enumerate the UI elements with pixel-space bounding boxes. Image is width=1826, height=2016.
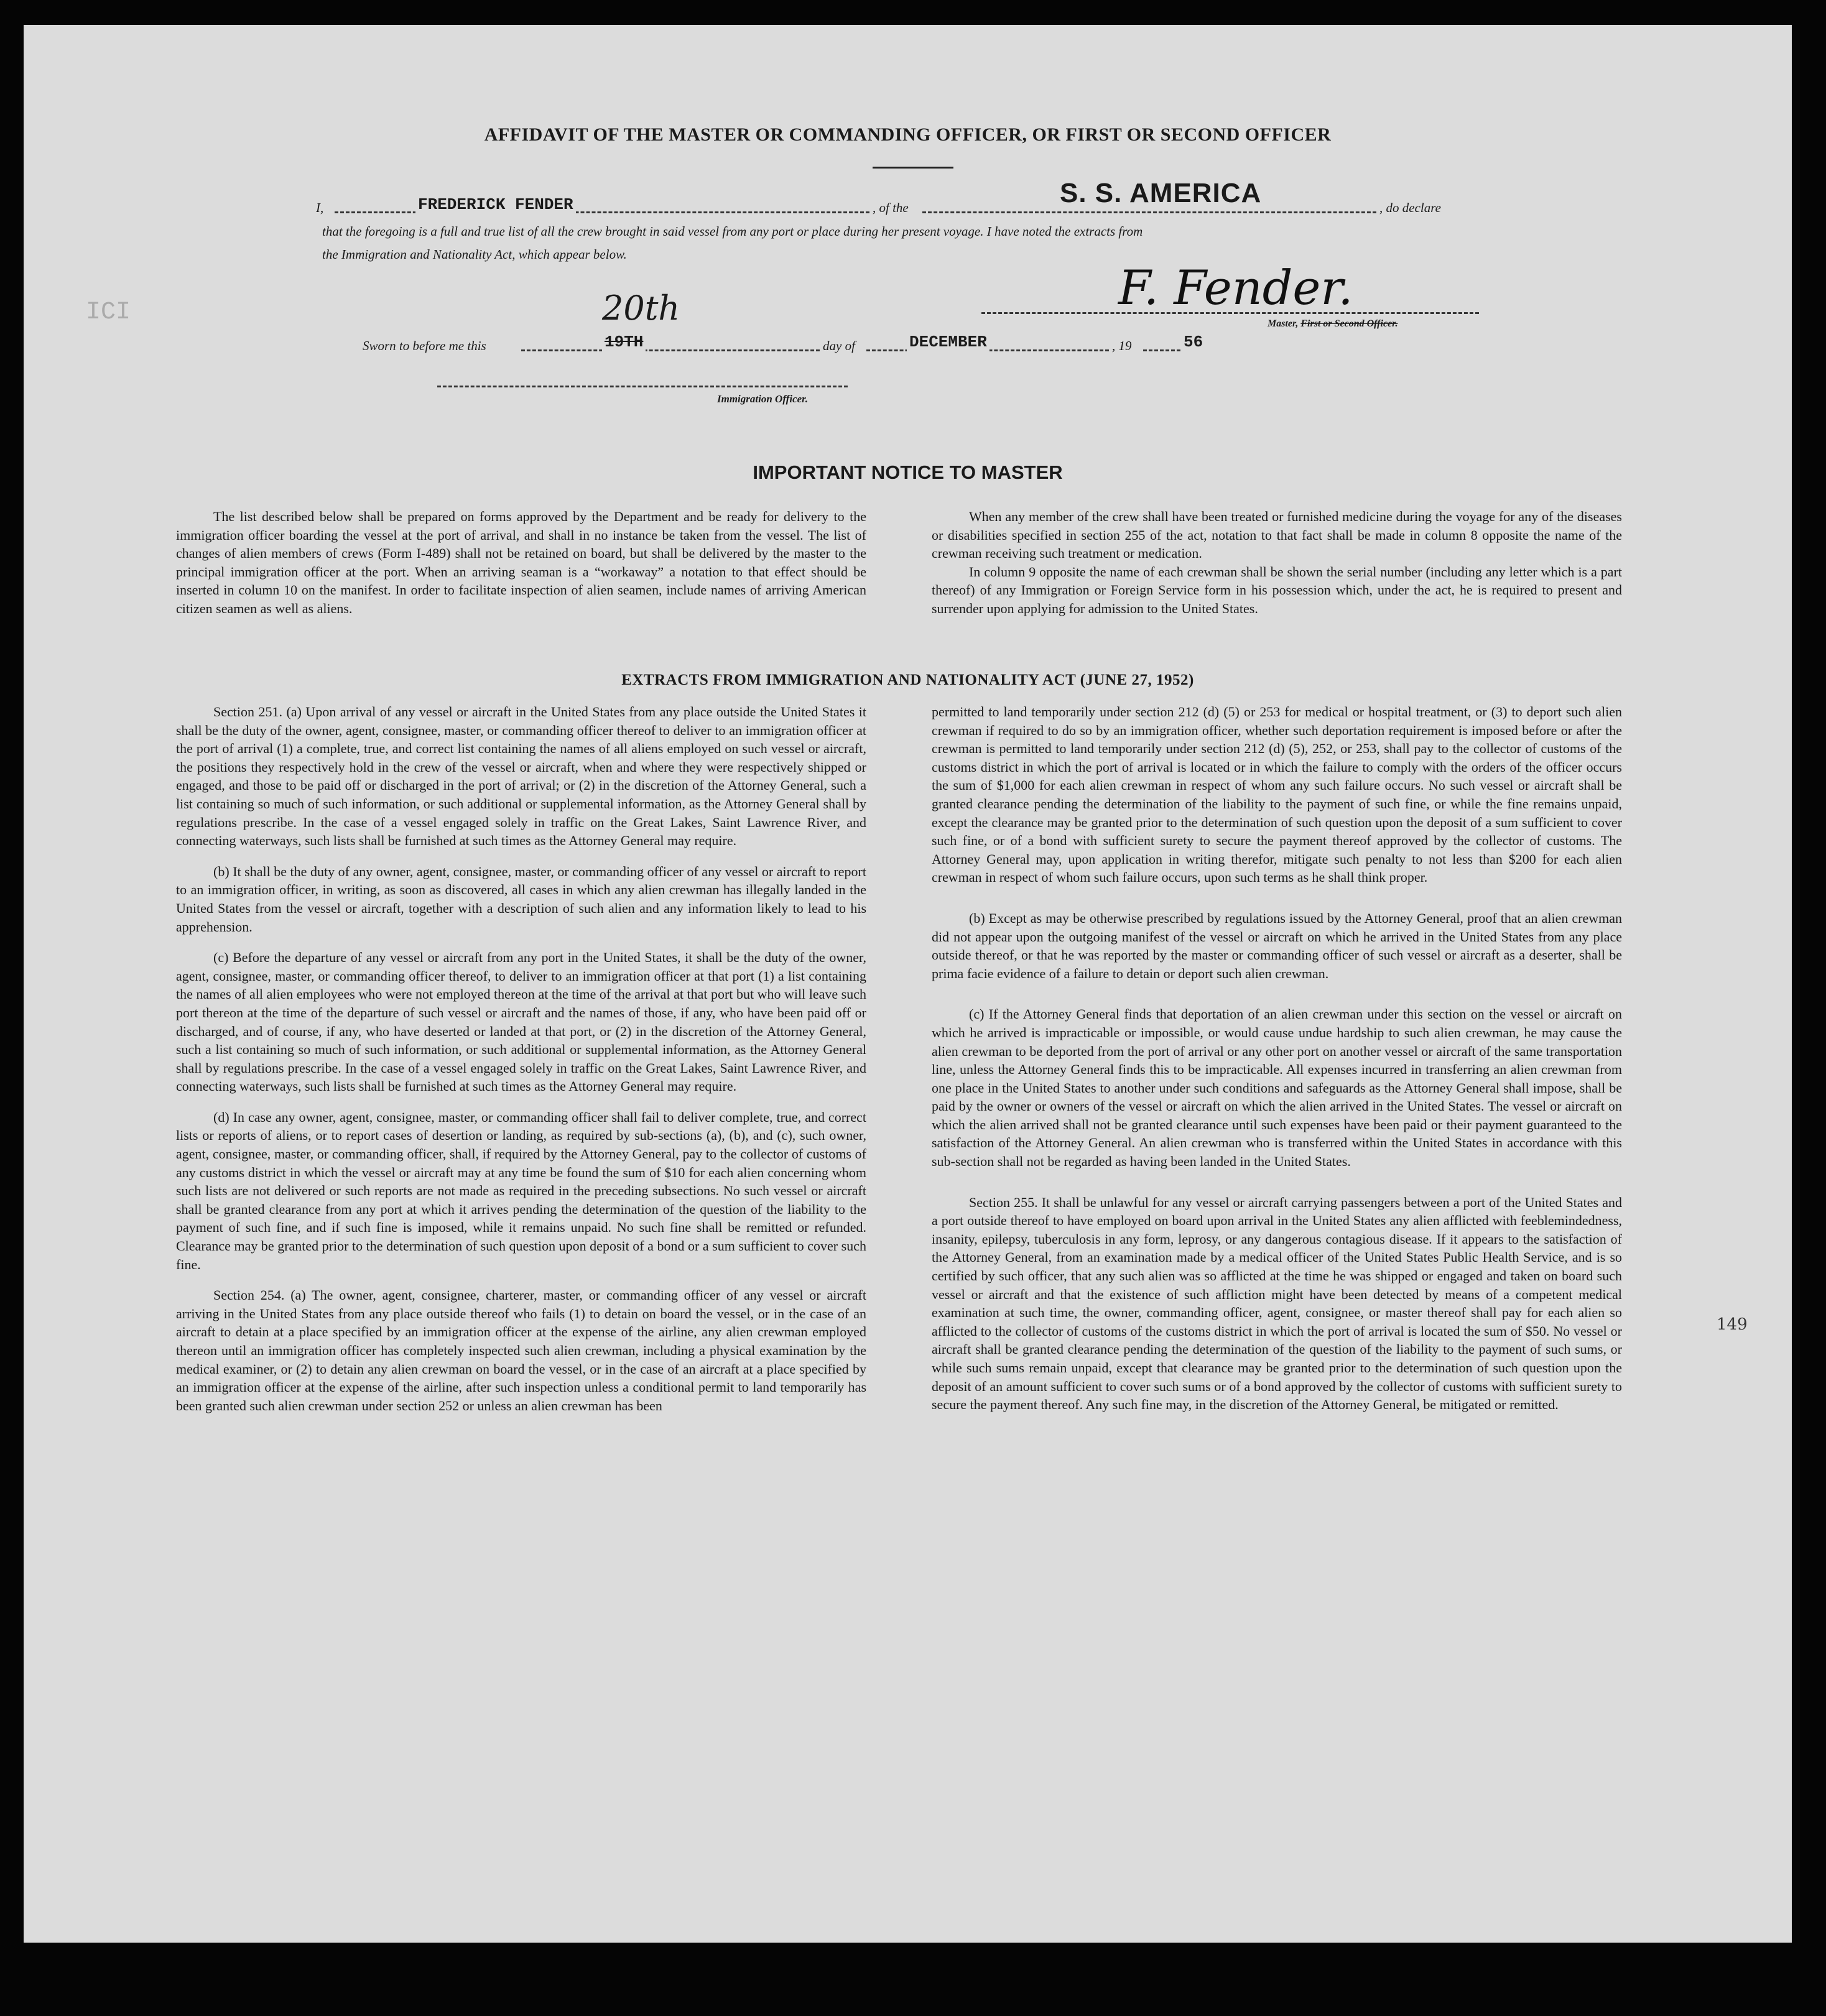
declaration-line-1: that the foregoing is a full and true list of all the crew brought in said vessel from any port or place during her present voyage. I have noted the extracts from — [322, 224, 1143, 239]
master-signature: F. Fender. — [1118, 260, 1353, 315]
notice-right-column — [932, 507, 1622, 631]
day-of-label: day of — [823, 338, 855, 353]
section-255: Section 255. It shall be unlawful for any vessel or aircraft carrying passengers between a port of the United States and a port outside thereof to have employed on board upon arrival in the United States any alien afflicted with feeblemindedness, insanity, epilepsy, tuberculosis in any form, leprosy, or any dangerous contagious disease. If it appears to the satisfaction of the Attorney General, from an examination made by a medical officer of the United States Public Health Service, and is so certified by such officer, that any such alien was so afflicted at the time he was shipped or engaged and taken on board such vessel or aircraft and that the existence of such affliction might have been detected by means of a competent medical examination at such time, the owner, commanding officer, agent, consignee, or master thereof shall pay for each alien so afflicted to the collector of customs of the customs district in which the port of arrival is located the sum of $50. No vessel or aircraft shall be granted clearance pending the determination of the question of the liability to the payment of such sums, or while such sums remain unpaid, except that clearance may be granted prior to the determination of such question upon the deposit of an amount sufficient to cover such sums or of a bond approved by the collector of customs with sufficient surety to secure the payment thereof. Any such fine may, in the discretion of the Attorney General, be mitigated or remitted. — [932, 1194, 1622, 1413]
master-title — [1268, 318, 1398, 330]
day-blank — [521, 349, 820, 351]
master-struck-label: First or Second Officer. — [1300, 318, 1398, 329]
margin-number-right: 149 — [1717, 1315, 1748, 1334]
master-name: FREDERICK FENDER — [415, 195, 576, 214]
section-251-a: Section 251. (a) Upon arrival of any vessel or aircraft in the United States from any place outside the United States it shall be the duty of the owner, agent, consignee, master, or commanding officer thereof to deliver to an immigration officer at the port of arrival (1) a complete, true, and correct list containing the names of all aliens employed on such vessel or aircraft, the positions they respectively hold in the crew of the vessel or aircraft, when and where they were respectively shipped or engaged, and those to be paid off or discharged in the port of arrival; or (2) in the discretion of the Attorney General, such a list containing so much of such information, or such additional or supplemental information, as the Attorney General shall by regulations prescribe. In the case of a vessel engaged solely in traffic on the Great Lakes, Saint Lawrence River, and connecting waterways, such lists shall be furnished at such times as the Attorney General may require. — [176, 704, 866, 849]
extracts-left-column — [176, 703, 866, 1427]
day-typed-struck: 19TH — [602, 333, 646, 351]
document-page — [24, 25, 1792, 1943]
vessel-name: S. S. AMERICA — [1056, 178, 1265, 209]
notice-right-paragraph-1: When any member of the crew shall have been treated or furnished medicine during the voyage for any of the diseases or disabilities specified in section 255 of the act, notation to that fact shall be made in column 8 opposite the name of the crewman receiving such treatment or medication. — [932, 509, 1622, 562]
declaration-line-2: the Immigration and Nationality Act, which appear below. — [322, 247, 627, 262]
day-handwritten: 20th — [602, 289, 680, 328]
section-254-a-continued: permitted to land temporarily under section 212 (d) (5) or 253 for medical or hospital treatment, or (3) to deport such alien crewman if required to do so by an immigration officer, whether such deportation requirement is imposed before or after the crewman is permitted to land temporarily under section 212 (d) (5), 252, or 253, shall pay to the collector of customs of the customs district in which the port of arrival is located or in which the failure to comply with the orders of the officer occurs the sum of $1,000 for each alien crewman in respect of whom any such failure occurs. No such vessel or aircraft shall be granted clearance pending the determination of the liability to the payment of such fine, or while the fine remains unpaid, except the clearance may be granted prior to the determination of such question upon the deposit of a sum sufficient to cover such fine, or of a bond with sufficient surety to secure the payment thereof approved by the collector of customs. The Attorney General may, upon application in writing therefor, mitigate such penalty to not less than $200 for each alien crewman in respect of whom such failure occurs, upon such terms as he shall think proper. — [932, 704, 1622, 885]
i-label: I, — [316, 200, 324, 215]
title-rule — [873, 167, 953, 169]
extracts-right-column — [932, 703, 1622, 1426]
section-254-a: Section 254. (a) The owner, agent, consignee, charterer, master, or commanding officer of any vessel or aircraft arriving in the United States from any place outside thereof who fails (1) to detain on board the vessel, or in the case of an aircraft to detain at a place specified by an immigration officer at the expense of the airline, any alien crewman employed thereon until an immigration officer has completely inspected such alien crewman, including a physical examination by the medical examiner, or (2) to detain any alien crewman on board the vessel, or in the case of an aircraft at a place specified by an immigration officer at the expense of the airline, after such inspection unless a conditional permit to land temporarily has been granted such alien crewman under section 252 or unless an alien crewman has been — [176, 1287, 866, 1413]
notice-left-paragraph: The list described below shall be prepared on forms approved by the Department and be ready for delivery to the immigration officer boarding the vessel at the port of arrival, and shall in no instance be taken from the vessel. The list of changes of alien members of crews (Form I-489) shall not be retained on board, but shall be delivered by the master to the principal immigration officer at the port. When an arriving seaman is a “workaway” a notation to that effect should be inserted in column 10 on the manifest. In order to facilitate inspection of alien seamen, include names of arriving American citizen seamen as well as aliens. — [176, 509, 866, 616]
notice-title: IMPORTANT NOTICE TO MASTER — [753, 461, 1063, 483]
year-blank — [1143, 349, 1180, 351]
section-251-d: (d) In case any owner, agent, consignee, master, or commanding officer shall fail to deliver complete, true, and correct lists or reports of aliens, or to report cases of desertion or landing, as required by sub-sections (a), (b), and (c), such owner, agent, consignee, master, or commanding officer, shall, if required by the Attorney General, pay to the collector of customs of any customs district in which the vessel or aircraft may at any time be found the sum of $10 for each alien concerning whom such lists are not delivered or such reports are not made as required in the preceding subsections. No such vessel or aircraft shall be granted clearance from any port at which it arrives pending the determination of the question of the liability to the payment of such fine, and if such fine is imposed, while it remains unpaid. No such fine shall be remitted or refunded. Clearance may be granted prior to the determination of such question upon deposit of a bond or a sum sufficient to cover such fine. — [176, 1109, 866, 1272]
section-254-c: (c) If the Attorney General finds that deportation of an alien crewman under this section on the vessel or aircraft on which he arrived is impracticable or impossible, or would cause undue hardship to such alien crewman, he may cause the alien crewman to be deported from the port of arrival or any other port on another vessel or aircraft of the same transportation line, unless the Attorney General finds this to be impracticable. All expenses incurred in transferring an alien crewman from one place in the United States to another under such conditions and safeguards as the Attorney General shall impose, shall be paid by the owner or owners of the vessel or aircraft on which the alien arrived in the United States. The vessel or aircraft on which the alien arrived shall not be granted clearance until such expenses have been paid or their payment guaranteed to the satisfaction of the Attorney General. An alien crewman who is transferred within the United States in accordance with this sub-section shall not be regarded as having been landed in the United States. — [932, 1006, 1622, 1170]
year-suffix: 56 — [1184, 333, 1203, 351]
section-251-b: (b) It shall be the duty of any owner, agent, consignee, master, or commanding officer of any vessel or aircraft to report to an immigration officer, in writing, as soon as discovered, all cases in which any alien crewman has illegally landed in the United States from the vessel or aircraft, together with a description of such alien and any information likely to lead to his apprehension. — [176, 863, 866, 935]
notice-left-column — [176, 507, 866, 631]
notice-right-paragraph-2: In column 9 opposite the name of each crewman shall be shown the serial number (including any letter which is a part thereof) of any Immigration or Foreign Service form in his possession which, under the act, he is required to present and surrender upon applying for admission to the United States. — [932, 563, 1622, 616]
of-the-label: , of the — [873, 200, 909, 215]
do-declare-label: , do declare — [1379, 200, 1441, 215]
immigration-officer-line — [437, 386, 848, 387]
master-label: Master, — [1268, 318, 1299, 329]
affidavit-title: AFFIDAVIT OF THE MASTER OR COMMANDING OFFICER, OR FIRST OR SECOND OFFICER — [484, 124, 1332, 145]
immigration-officer-label: Immigration Officer. — [717, 393, 809, 405]
sworn-label: Sworn to before me this — [363, 338, 486, 353]
margin-mark-left: ICI — [86, 298, 131, 326]
section-254-b: (b) Except as may be otherwise prescribed by regulations issued by the Attorney General, proof that an alien crewman did not appear upon the outgoing manifest of the vessel or aircraft on which he arrived in the United States from any place outside thereof, or that he was reported by the master or commanding officer of such vessel or aircraft as a deserter, shall be prima facie evidence of a failure to detain or deport such alien crewman. — [932, 910, 1622, 981]
section-251-c: (c) Before the departure of any vessel or aircraft from any port in the United States, it shall be the duty of the owner, agent, consignee, master, or commanding officer thereof, to deliver to an immigration officer at that port (1) a list containing the names of all alien employees who were not employed thereon at the time of the arrival at that port but who will leave such port thereon at the time of the departure of such vessel or aircraft and the names of those, if any, who have been paid off or discharged, and of course, if any, who have deserted or landed at that port, or (2) in the discretion of the Attorney General, such a list containing so much of such information, or such additional or supplemental information, as the Attorney General shall by regulations prescribe. In the case of a vessel engaged solely in traffic on the Great Lakes, Saint Lawrence River, and connecting waterways, such lists shall be furnished at such times as the Attorney General may require. — [176, 950, 866, 1094]
year-prefix: , 19 — [1112, 338, 1132, 353]
extracts-title: EXTRACTS FROM IMMIGRATION AND NATIONALITY ACT (JUNE 27, 1952) — [621, 672, 1194, 688]
master-name-blank — [335, 211, 869, 213]
vessel-name-blank — [922, 211, 1376, 213]
month: DECEMBER — [907, 333, 989, 351]
